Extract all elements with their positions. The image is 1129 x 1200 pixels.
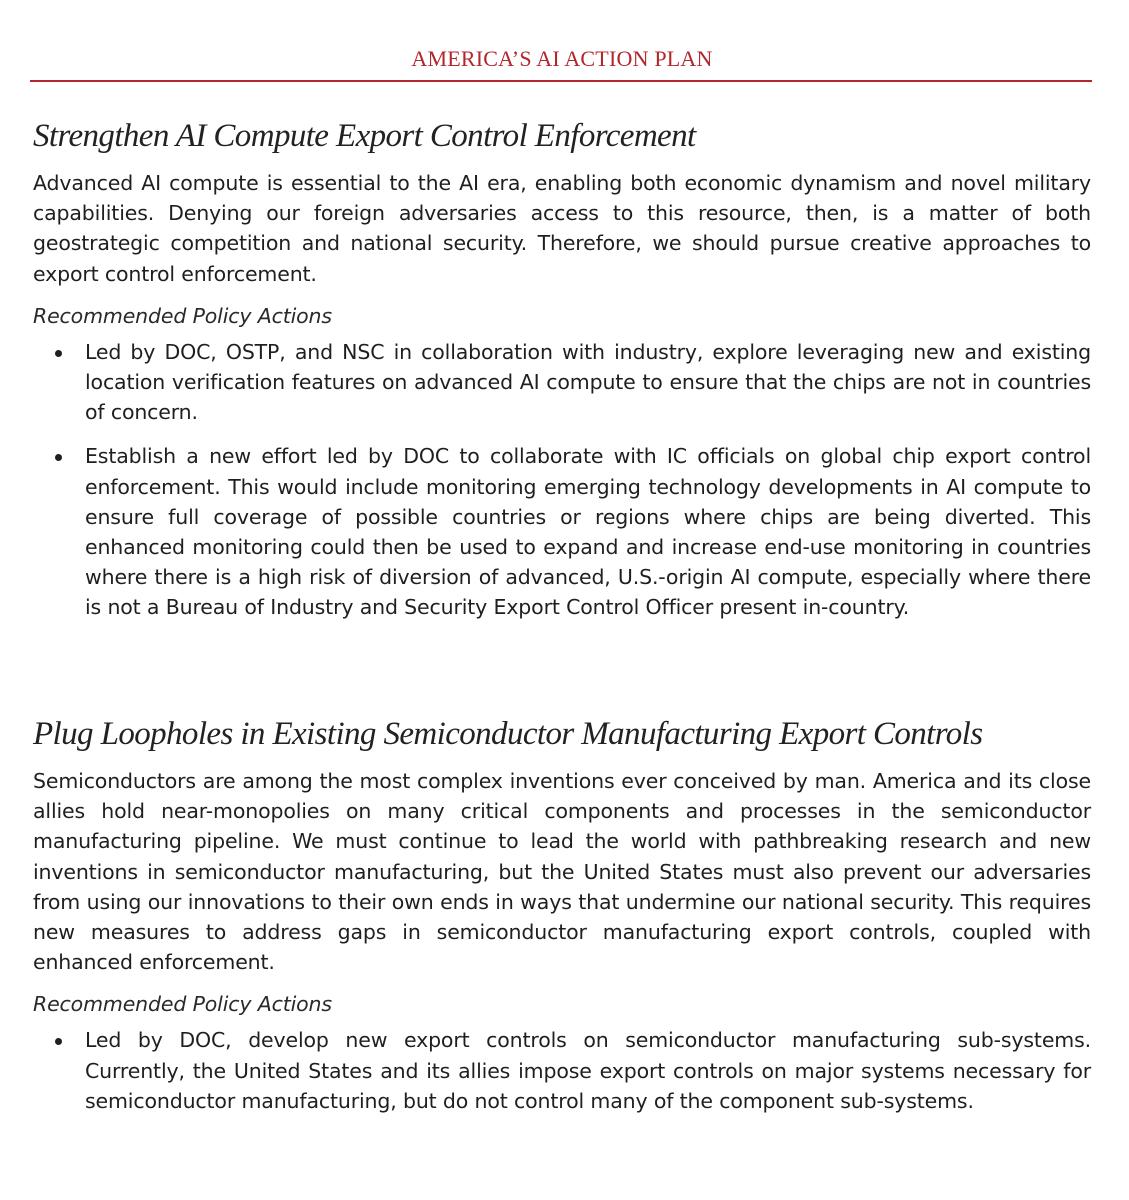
section-body: Advanced AI compute is essential to the AI era, enabling both economic dynamism and novel military capabilities. Denying our foreign adversaries access to this resource, then, is a matter of both geostrategic competition and national security. Therefore, we should pursue creative approaches to export control enforcement. (33, 171, 1091, 286)
header-rule (30, 80, 1092, 82)
policy-action-text: Establish a new effort led by DOC to collaborate with IC officials on global chip export control enforcement. This would include monitoring emerging technology developments in AI compute to ensure full coverage of possible countries or regions where chips are being diverted. This enhanced monitoring could then be used to expand and increase end-use monitoring in countries where there is a high risk of diversion of advanced, U.S.-origin AI compute, especially where there is not a Bureau of Industry and Security Export Control Officer present in-country. (85, 444, 1091, 620)
section-semiconductor-loopholes (33, 712, 1091, 1130)
policy-action-item (33, 441, 1091, 622)
section-title: Strengthen AI Compute Export Control Enforcement (33, 118, 696, 154)
policy-action-text: Led by DOC, develop new export controls on semiconductor manufacturing sub-systems. Currently, the United States and its allies impose export controls on major systems necessary for semiconductor manufacturing, but do not control many of the component sub-systems. (85, 1028, 1091, 1113)
section-title: Plug Loopholes in Existing Semiconductor Manufacturing Export Controls (33, 716, 983, 752)
section-body: Semiconductors are among the most complex inventions ever conceived by man. America and its close allies hold near-monopolies on many critical components and processes in the semiconductor manufacturing pipeline. We must continue to lead the world with pathbreaking research and new inventions in semiconductor manufacturing, but the United States must also prevent our adversaries from using our innovations to their own ends in ways that undermine our national security. This requires new measures to address gaps in semiconductor manufacturing export controls, coupled with enhanced enforcement. (33, 769, 1091, 975)
policy-action-item (33, 1025, 1091, 1116)
policy-actions-list (33, 337, 1091, 623)
policy-action-item (33, 337, 1091, 428)
policy-action-text: Led by DOC, OSTP, and NSC in collaboration with industry, explore leveraging new and existing location verification features on advanced AI compute to ensure that the chips are not in countries of concern. (85, 339, 1091, 425)
recommended-actions-heading: Recommended Policy Actions (33, 992, 332, 1017)
section-compute-export-enforcement (33, 114, 1091, 637)
policy-actions-list (33, 1025, 1091, 1116)
running-header: AMERICA’S AI ACTION PLAN (411, 46, 713, 71)
bullet-icon (55, 454, 62, 461)
bullet-icon (55, 1038, 62, 1045)
bullet-icon (55, 350, 62, 357)
recommended-actions-heading: Recommended Policy Actions (33, 303, 332, 328)
